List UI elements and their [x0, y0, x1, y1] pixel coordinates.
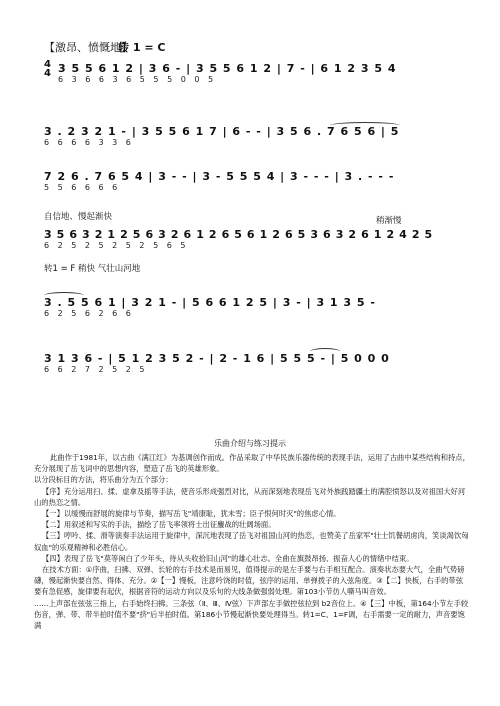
notes-paragraph: 【序】充分运用扫、揉、虚拿及摇等手法，使音乐形成强烈对比，从而深刻地表现岳飞对外族践踏疆土的满腔愤怒以及对祖国大好河山的热恋之情。	[34, 486, 466, 507]
notes-paragraph: 此曲作于1981年，以古曲《满江红》为基调创作而成。作品采取了中华民族乐器传统的表现手法，运用了古曲中某些结构和持点，充分展现了岳飞词中的思想内容，塑造了岳飞的英雄形象。	[34, 453, 470, 474]
staff-line-5	[44, 296, 464, 318]
tempo-label-confident: 自信地、慢起渐快	[44, 212, 113, 222]
staff-line-1-sub: 6 3 6 6 3 6 5 5 5 0 0 5	[58, 75, 217, 84]
notes-title: 乐曲介绍与练习提示	[214, 439, 286, 448]
staff-line-5-sub: 6 2 5 6 2 6 6	[44, 309, 134, 318]
notes-paragraph: 【三】哼吟、揉、滑等演奏手法运用于旋律中，深沉地表现了岳飞对祖国山河的热恋，也赞美了岳家军"壮士饥餐胡虏肉，笑谈渴饮匈奴血"的乐观精神和必胜信心。	[34, 531, 469, 552]
staff-line-4	[44, 228, 464, 250]
notes-paragraph: 【二】用叙述和写实的手法，描绘了岳飞率领将士出征鏖战的壮阔场面。	[42, 520, 276, 530]
slur	[310, 348, 340, 355]
staff-line-3	[44, 170, 464, 192]
staff-line-3-main: 7 2 6 . 7 6 5 4 | 3 - - | 3 - 5 5 5 4 | 3 - - - | 3 . - - -	[44, 170, 395, 183]
staff-line-6-sub: 6 6 2 7 2 5 2 5	[44, 365, 148, 374]
staff-line-4-sub: 6 2 5 2 5 2 5 2 5 6 5	[44, 241, 189, 250]
key-signature: 转 1 = C	[118, 41, 166, 54]
notes-paragraph: 【一】以缓慢而舒展的旋律与节奏，描写岳飞"靖康耻，犹未雪；臣子恨何时灭"的焦虑心情。	[42, 509, 341, 519]
notes-paragraph: 在技术方面：①序曲，扫拂、双弹、长轮的右手技术是而易见，值得提示的是左手要与右手相互配合。演奏状态要大气，全曲气势磅礴，慢起渐快要自然、得体、充分。②【一】慢板，注意吟饶的时值，弦序的运用、单弹拨子的入弦角度。③【二】快板，右手的带弦要有急促感，旋律要有起伏，根据音符的运动方向以及乐句的大线条做强弱处理。第103小节仿人嘶马叫音效。	[34, 565, 465, 597]
staff-line-2	[44, 125, 464, 147]
staff-line-6	[44, 352, 464, 374]
section-label: 【激昂、愤慨地】	[44, 41, 132, 54]
notes-paragraph: ……上声部在弦弦三指上，右手始终扫拂。三条弦（Ⅱ、Ⅲ、Ⅳ弦）下声部左手做控弦拉到 b2音位上。④【三】中板，第164小节左手较伤音，弹、带、带半拍时值不要"挤"后半拍时值。第186小节慢起渐快要处理得当。转1=C、1=F调，右手需要一定的耐力，声音要饱满	[34, 598, 469, 631]
slur	[44, 292, 84, 299]
notes-body	[34, 452, 470, 631]
tempo-label-slowing: 稍渐慢	[376, 216, 402, 226]
time-sig-bottom: 4	[44, 68, 51, 79]
notes-paragraph: 【四】表现了岳飞"莫等闲白了少年头，待从头收拾旧山河"的雄心壮志。全曲在旗鼓昂扬、振奋人心的情绪中结束。	[42, 553, 414, 563]
slur	[330, 122, 400, 129]
time-signature	[44, 60, 51, 78]
time-sig-top: 4	[44, 59, 51, 70]
key-change-label: 转1 = F 稍快 气壮山河地	[44, 264, 141, 274]
staff-line-2-sub: 6 6 6 6 3 3 6	[44, 138, 134, 147]
staff-line-6-main: 3 1 3 6 - | 5 1 2 3 5 2 - | 2 - 1 6 | 5 5 5 - | 5 0 0 0	[44, 352, 390, 365]
staff-line-3-sub: 5 5 6 6 6 6	[44, 183, 121, 192]
staff-line-1-main: 3 5 5 6 1 2 | 3 6 - | 3 5 5 6 1 2 | 7 - | 6 1 2 3 5 4	[58, 62, 397, 75]
staff-line-1	[58, 62, 470, 84]
staff-line-4-main: 3 5 6 3 2 1 2 5 6 3 2 6 1 2 6 5 6 1 2 6 5 3 6 3 2 6 1 2 4 2 5	[44, 228, 433, 241]
notes-paragraph: 以分段标目的方法，将乐曲分为五个部分：	[34, 475, 173, 485]
staff-line-2-main: 3 . 2 3 2 1 - | 3 5 5 6 1 7 | 6 - - | 3 5 6 . 7 6 5 6 | 5	[44, 125, 400, 138]
staff-line-5-main: 3 . 5 5 6 1 | 3 2 1 - | 5 6 6 1 2 5 | 3 - | 3 1 3 5 -	[44, 296, 376, 309]
